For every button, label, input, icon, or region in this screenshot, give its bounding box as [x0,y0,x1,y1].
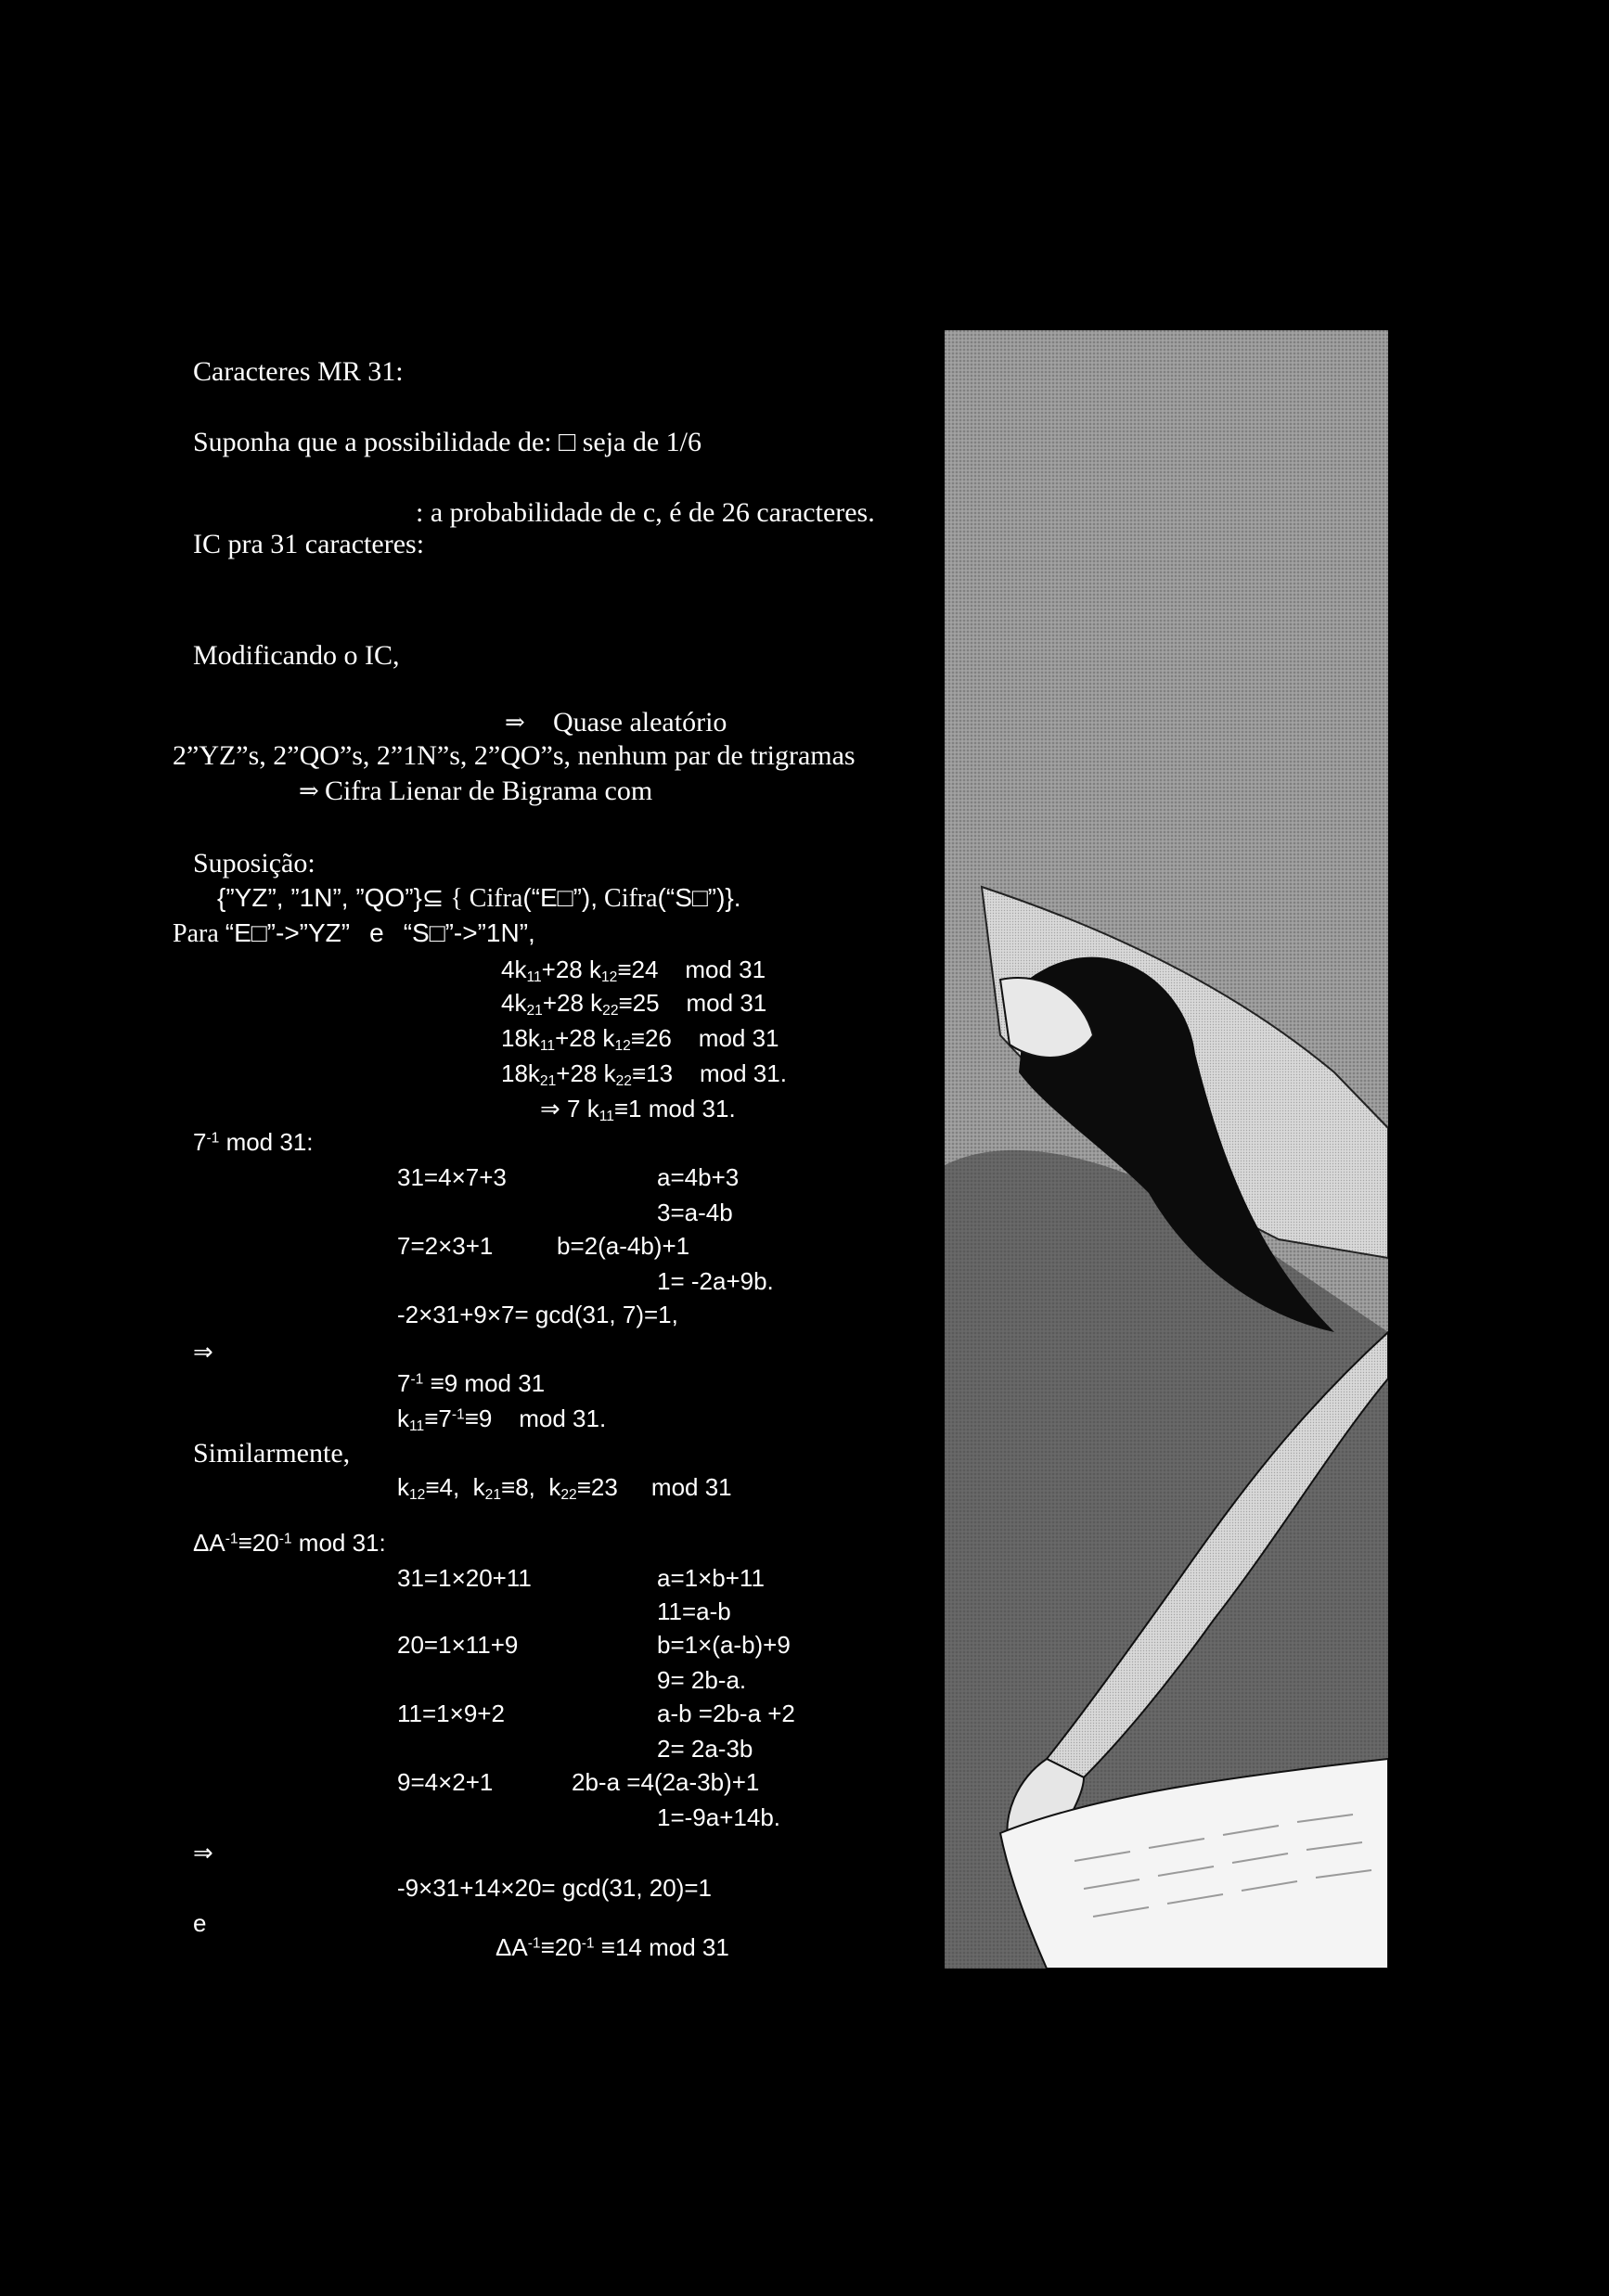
gcd-31-7: -2×31+9×7= gcd(31, 7)=1, [397,1301,678,1328]
manga-illustration-panel [945,330,1388,1969]
result-k-values: $k_{12}\equiv 4$, $k_{21}\equiv 8$, $k_{22}\equiv 23$ mod 31 [397,1473,732,1503]
back-sub-3: b=2(a-4b)+1 [557,1232,690,1260]
arrow-icon: ⇒ [299,777,319,804]
line-similarmente: Similarmente, [193,1438,351,1469]
equation-2: $4k_{21}+28$ $k_{22}\equiv 25$ mod 31 [501,989,767,1019]
final-result: $\Delta A^{-1}\equiv 20^{-1} \equiv 14$ mod 31 [496,1933,729,1961]
arrow-icon: ⇒ [193,1338,213,1366]
euclid-step-2: 7=2×3+1 [397,1232,494,1260]
line-para: Para “E□”->”YZ” e “S□”->”1N”, [173,918,535,948]
line-suppose: Suponha que a possibilidade de: □ seja de 1/6 [193,427,702,457]
result-k11: $k_{11}\equiv 7^{-1}\equiv 9$ mod 31. [397,1405,607,1434]
equation-3: $18k_{11}+28$ $k_{12}\equiv 26$ mod 31 [501,1024,779,1054]
line-probability: : a probabilidade de c, é de 26 caracteres. [416,497,875,528]
back-sub-4: 1= -2a+9b. [657,1267,774,1295]
equation-1: $4k_{11}+28$ $k_{12}\equiv 24$ mod 31 [501,956,766,985]
euclid-20-step-1: 31=1×20+11 [397,1564,532,1592]
back-sub-20-1: a=1×b+11 [657,1564,765,1592]
euclid-20-step-4: 9=4×2+1 [397,1768,494,1796]
arrow-icon: ⇒ [505,709,525,736]
back-sub-20-7: 2b-a =4(2a-3b)+1 [572,1768,760,1796]
euclid-20-step-2: 20=1×11+9 [397,1631,519,1659]
back-sub-20-5: a-b =2b-a +2 [657,1700,795,1727]
line-set: {”YZ”, ”1N”, ”QO”}⊆ { Cifra(“E□”), Cifra(“S□”)}. [217,883,741,913]
arrow-icon: ⇒ [193,1839,213,1866]
back-sub-20-3: b=1×(a-b)+9 [657,1631,791,1659]
gcd-31-20: -9×31+14×20= gcd(31, 20)=1 [397,1874,713,1902]
result-inverse-7: $7^{-1} \equiv 9$ mod 31 [397,1369,546,1397]
back-sub-20-2: 11=a-b [657,1597,731,1625]
line-quase-aleatorio: Quase aleatório [553,707,727,738]
line-delta-a-inverse: $\Delta A^{-1}\equiv 20^{-1}$ mod 31: [193,1529,386,1557]
back-sub-20-8: 1=-9a+14b. [657,1803,781,1831]
back-sub-20-4: 9= 2b-a. [657,1666,747,1694]
line-modificando: Modificando o IC, [193,640,400,671]
equation-4: $18k_{21}+28$ $k_{22}\equiv 13$ mod 31. [501,1059,787,1089]
line-inverse-7: $7^{-1}$ mod 31: [193,1128,314,1156]
line-ic: IC pra 31 caracteres: [193,529,425,559]
back-sub-2: 3=a-4b [657,1199,733,1226]
equation-5: ⇒ 7 $k_{11}\equiv 1$ mod 31. [540,1095,736,1124]
line-suposicao: Suposição: [193,848,315,879]
line-cifra-bigrama: Cifra Lienar de Bigrama com [325,776,653,806]
heading-caracteres: Caracteres MR 31: [193,356,404,387]
line-pairs: 2”YZ”s, 2”QO”s, 2”1N”s, 2”QO”s, nenhum par de trigramas [173,740,856,771]
letter-e: e [193,1909,207,1937]
euclid-20-step-3: 11=1×9+2 [397,1700,505,1727]
euclid-step-1: 31=4×7+3 [397,1163,507,1191]
back-sub-1: a=4b+3 [657,1163,740,1191]
back-sub-20-6: 2= 2a-3b [657,1735,753,1763]
